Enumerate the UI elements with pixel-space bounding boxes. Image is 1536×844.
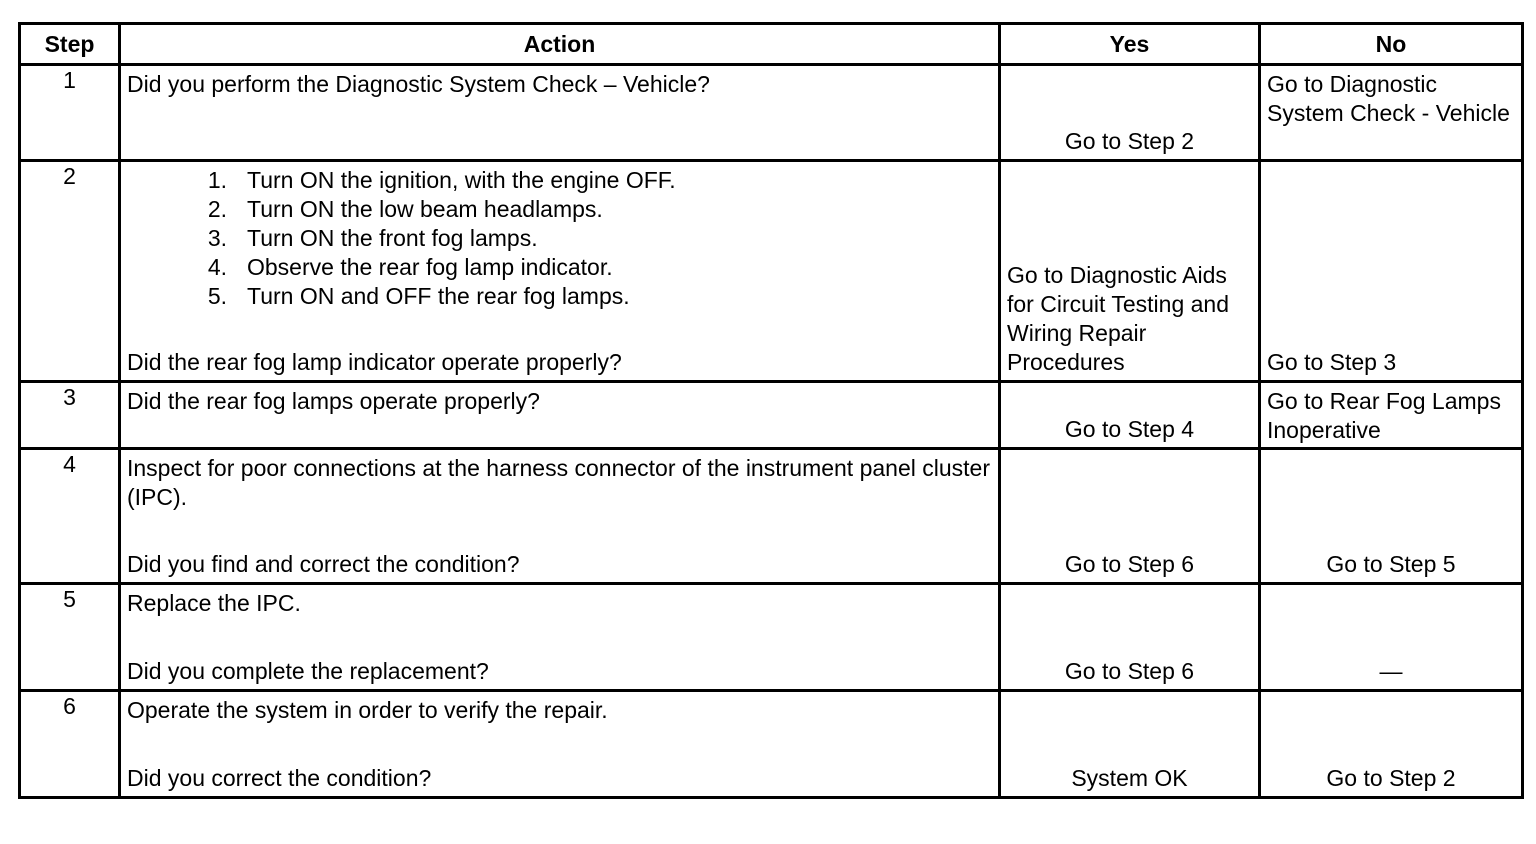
action-text: Did you perform the Diagnostic System Check – Vehicle?: [127, 71, 710, 97]
action-question: Did you correct the condition?: [127, 765, 432, 791]
table-row: [20, 584, 1523, 691]
list-text: Turn ON and OFF the rear fog lamps.: [247, 283, 630, 309]
list-text: Turn ON the front fog lamps.: [247, 225, 538, 251]
yes-result: Go to Diagnostic Aids for Circuit Testing and Wiring Repair Procedures: [1007, 262, 1230, 375]
action-cell: [120, 584, 1000, 691]
no-result: —: [1379, 658, 1403, 684]
header-yes: Yes: [1000, 24, 1260, 65]
step-number: 1: [20, 65, 120, 161]
list-number: 4.: [207, 254, 227, 280]
no-cell: [1260, 691, 1523, 798]
list-item: [127, 253, 992, 282]
list-number: 1.: [207, 167, 227, 193]
table-row: [20, 161, 1523, 382]
step-number: 3: [20, 382, 120, 449]
action-text: Operate the system in order to verify the repair.: [127, 697, 608, 723]
no-cell: [1260, 584, 1523, 691]
list-item: [127, 224, 992, 253]
yes-result: Go to Step 2: [1064, 128, 1195, 154]
action-steps-list: [127, 166, 992, 311]
yes-cell: [1000, 584, 1260, 691]
yes-result: Go to Step 6: [1064, 551, 1195, 577]
header-action: Action: [120, 24, 1000, 65]
action-cell: [120, 691, 1000, 798]
yes-result: Go to Step 4: [1064, 416, 1195, 442]
header-no: No: [1260, 24, 1523, 65]
no-result: Go to Step 3: [1267, 349, 1397, 375]
list-text: Observe the rear fog lamp indicator.: [247, 254, 613, 280]
no-cell: [1260, 161, 1523, 382]
no-result: Go to Rear Fog Lamps Inoperative: [1267, 388, 1501, 443]
action-text: Inspect for poor connections at the harness connector of the instrument panel cluster (IPC).: [127, 455, 990, 510]
list-number: 3.: [207, 225, 227, 251]
table-row: [20, 691, 1523, 798]
action-question: Did the rear fog lamp indicator operate properly?: [127, 349, 622, 375]
action-cell: [120, 161, 1000, 382]
list-item: [127, 282, 992, 311]
list-item: [127, 166, 992, 195]
no-cell: [1260, 449, 1523, 584]
list-text: Turn ON the low beam headlamps.: [247, 196, 603, 222]
list-item: [127, 195, 992, 224]
action-cell: [120, 382, 1000, 449]
yes-cell: [1000, 161, 1260, 382]
header-row: [20, 24, 1523, 65]
yes-cell: [1000, 449, 1260, 584]
table-row: [20, 449, 1523, 584]
step-number: 4: [20, 449, 120, 584]
table-row: [20, 65, 1523, 161]
step-number: 2: [20, 161, 120, 382]
no-cell: [1260, 65, 1523, 161]
no-result: Go to Step 2: [1326, 765, 1456, 791]
action-question: Did you find and correct the condition?: [127, 551, 520, 577]
yes-cell: [1000, 65, 1260, 161]
header-step: Step: [20, 24, 120, 65]
diagnostic-table: [18, 22, 1524, 799]
step-number: 5: [20, 584, 120, 691]
list-number: 5.: [207, 283, 227, 309]
yes-result: Go to Step 6: [1064, 658, 1195, 684]
no-result: Go to Diagnostic System Check - Vehicle: [1267, 71, 1510, 126]
action-cell: [120, 449, 1000, 584]
action-question: Did you complete the replacement?: [127, 658, 489, 684]
action-text: Did the rear fog lamps operate properly?: [127, 388, 540, 414]
action-cell: [120, 65, 1000, 161]
no-result: Go to Step 5: [1326, 551, 1456, 577]
list-text: Turn ON the ignition, with the engine OFF.: [247, 167, 676, 193]
action-text: Replace the IPC.: [127, 590, 301, 616]
yes-cell: [1000, 691, 1260, 798]
no-cell: [1260, 382, 1523, 449]
table-row: [20, 382, 1523, 449]
yes-result: System OK: [1071, 765, 1188, 791]
yes-cell: [1000, 382, 1260, 449]
step-number: 6: [20, 691, 120, 798]
list-number: 2.: [207, 196, 227, 222]
